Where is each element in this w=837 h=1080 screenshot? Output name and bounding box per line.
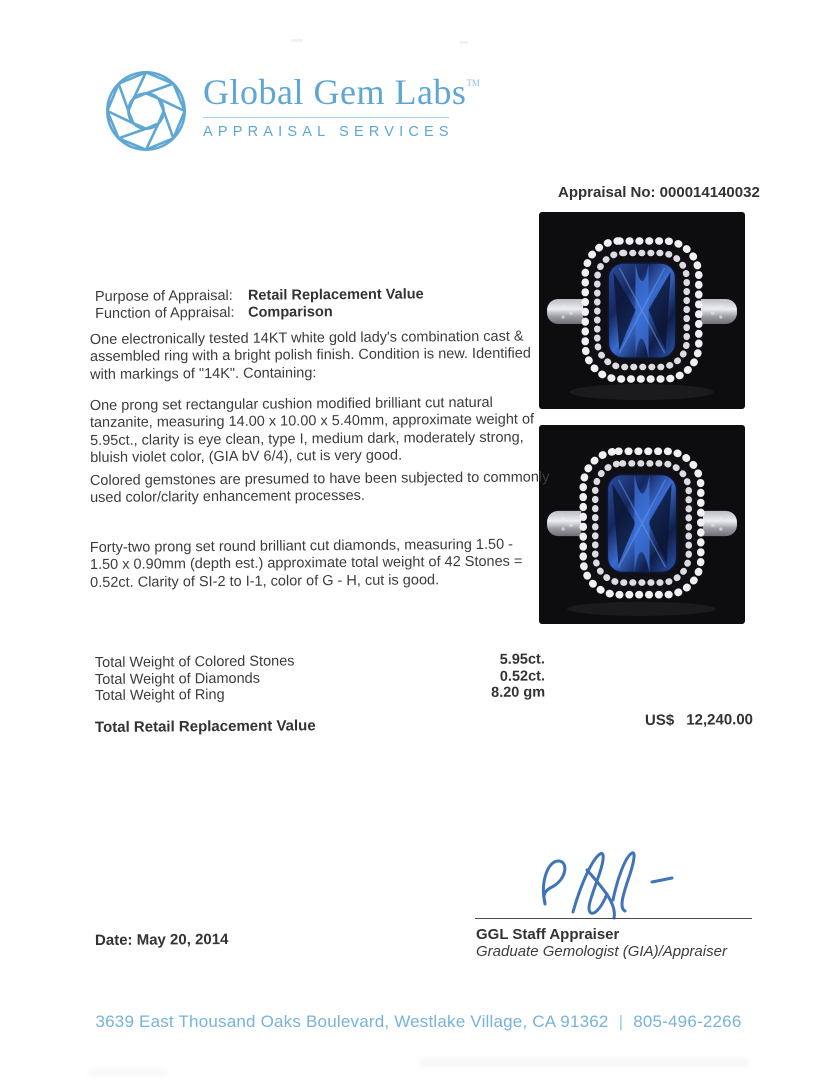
- total-colored-stones-value: 5.95ct.: [499, 651, 545, 668]
- footer-separator: |: [618, 1012, 624, 1031]
- total-value-label: Total Retail Replacement Value: [94, 717, 316, 736]
- enhancement-disclaimer-paragraph: Colored gemstones are presumed to have been subjected to commonly used color/clarity enhancement processes.: [89, 469, 550, 507]
- appraisal-date: Date: May 20, 2014: [94, 930, 229, 949]
- gem-icon: [103, 68, 189, 156]
- signer-name: GGL Staff Appraiser: [476, 926, 620, 943]
- total-colored-stones-label: Total Weight of Colored Stones: [94, 653, 295, 672]
- purpose-label: Purpose of Appraisal:: [94, 287, 233, 306]
- company-name: Global Gem Labs™: [203, 72, 480, 112]
- total-diamonds-value: 0.52ct.: [499, 668, 546, 685]
- logo-divider: [203, 117, 449, 118]
- logo-text: [203, 68, 480, 140]
- scan-artifact: [291, 39, 303, 42]
- scan-smudge: [88, 1070, 168, 1076]
- appraiser-signature: [515, 848, 690, 920]
- footer-phone: 805-496-2266: [633, 1012, 742, 1031]
- footer-address: 3639 East Thousand Oaks Boulevard, Westlake Village, CA 91362: [95, 1012, 609, 1031]
- tanzanite-description-paragraph: One prong set rectangular cushion modified brilliant cut natural tanzanite, measuring 14.00 x 10.00 x 5.40mm, approximate weight of 5.95ct., clarity is eye clean, type I, medium dark, moderately strong, bluish violet color, (GIA bV 6/4), cut is very good.: [89, 394, 535, 467]
- appraisal-details: [95, 286, 424, 322]
- signature-line: [475, 918, 752, 919]
- function-value: Comparison: [247, 303, 333, 321]
- total-ring-weight-value: 8.20 gm: [491, 684, 546, 702]
- purpose-row: [95, 286, 424, 305]
- appraisal-number: Appraisal No: 000014140032: [558, 184, 760, 201]
- total-ring-weight-row: [95, 685, 545, 705]
- item-description-paragraph: One electronically tested 14KT white gold lady's combination cast & assembled ring with a bright polish finish. Condition is new. Identified with markings of "14K". Containing:: [89, 328, 531, 383]
- diamonds-description-paragraph: Forty-two prong set round brilliant cut diamonds, measuring 1.50 - 1.50 x 0.90mm (depth est.) approximate total weight of 42 Stones = 0.52ct. Clarity of SI-2 to I-1, color of G - H, cut is good.: [89, 536, 523, 591]
- trademark-symbol: TM: [466, 78, 480, 88]
- amount: 12,240.00: [686, 711, 754, 729]
- company-logo: [103, 68, 480, 156]
- total-diamonds-label: Total Weight of Diamonds: [94, 670, 261, 688]
- footer-contact: [0, 1012, 837, 1032]
- total-value-amount: [645, 711, 753, 729]
- scan-smudge: [420, 1058, 750, 1067]
- weight-totals: [95, 651, 545, 704]
- total-ring-weight-label: Total Weight of Ring: [95, 687, 225, 705]
- ring-photo-top: [539, 212, 745, 409]
- signer-title: Graduate Gemologist (GIA)/Appraiser: [476, 943, 727, 960]
- scan-artifact: [459, 41, 468, 44]
- function-label: Function of Appraisal:: [95, 304, 235, 322]
- ring-photo-bottom: [539, 425, 745, 624]
- currency-code: US$: [644, 711, 675, 729]
- function-row: [95, 303, 424, 322]
- purpose-value: Retail Replacement Value: [247, 286, 424, 304]
- company-tagline: APPRAISAL SERVICES: [203, 124, 454, 140]
